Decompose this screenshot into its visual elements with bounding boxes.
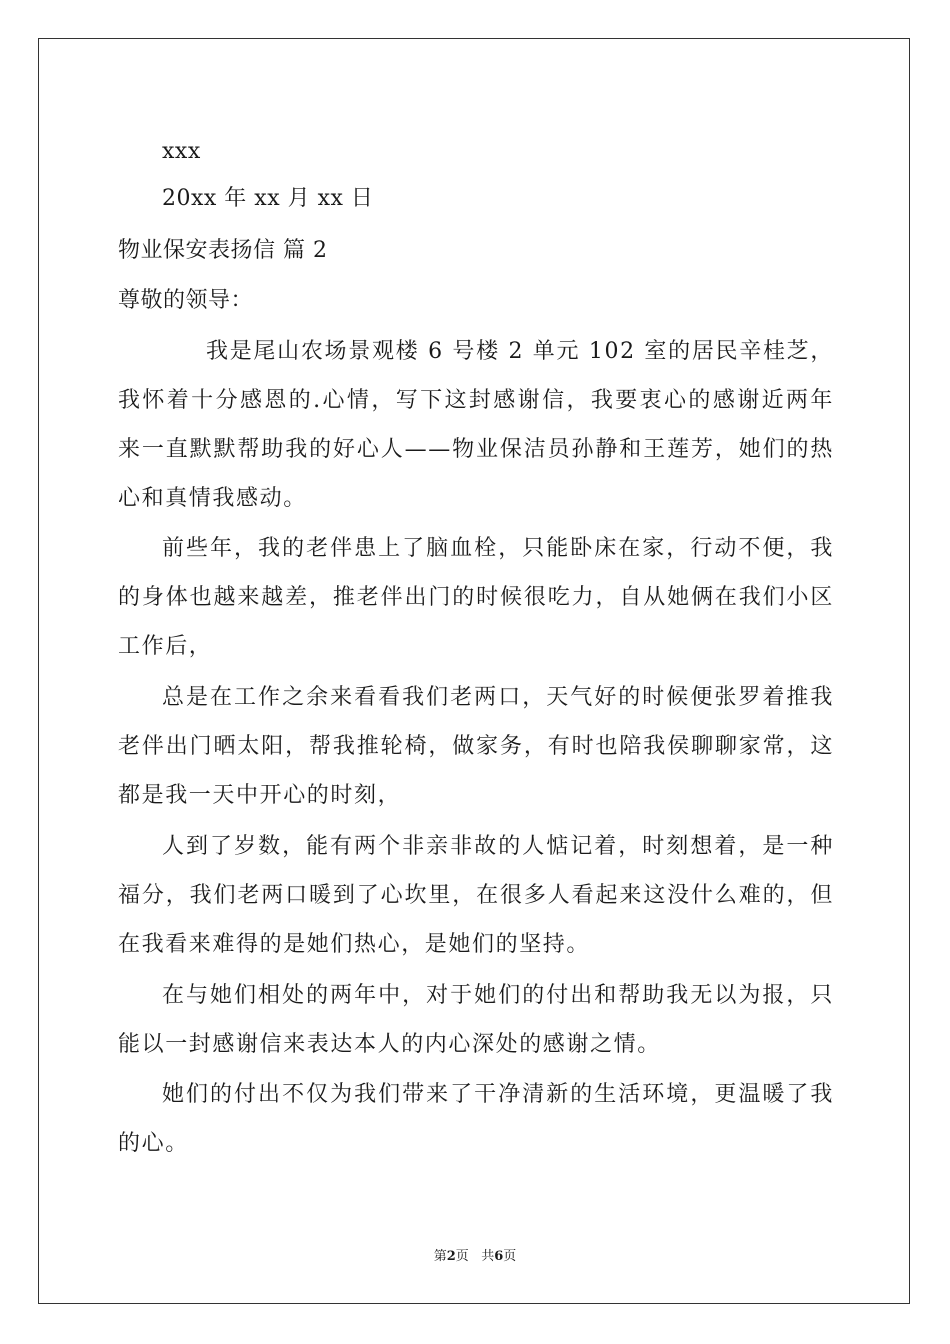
body-paragraph-4: 人到了岁数，能有两个非亲非故的人惦记着，时刻想着，是一种福分，我们老两口暖到了心坎里，在很多人看起来这没什么难的，但在我看来难得的是她们热心，是她们的坚持。 xyxy=(118,834,834,957)
total-page-count: 6 xyxy=(494,1249,504,1264)
section-heading: 物业保安表扬信 篇 2 xyxy=(118,238,328,263)
footer-mid: 页 共 xyxy=(455,1249,495,1264)
letter-date: 20xx 年 xx 月 xx 日 xyxy=(162,186,374,211)
current-page-number: 2 xyxy=(446,1249,456,1264)
body-paragraph-6: 她们的付出不仅为我们带来了干净清新的生活环境，更温暖了我的心。 xyxy=(118,1082,834,1156)
salutation: 尊敬的领导： xyxy=(118,288,254,313)
page-number-footer xyxy=(0,1248,950,1266)
body-paragraph-1: 我是尾山农场景观楼 6 号楼 2 单元 102 室的居民辛桂芝，我怀着十分感恩的.心情，写下这封感谢信，我要衷心的感谢近两年来一直默默帮助我的好心人——物业保洁员孙静和王莲芳，她们的热心和真情我感动。 xyxy=(118,339,834,511)
body-paragraph-3: 总是在工作之余来看看我们老两口，天气好的时候便张罗着推我老伴出门晒太阳，帮我推轮椅，做家务，有时也陪我侯聊聊家常，这都是我一天中开心的时刻， xyxy=(118,685,834,808)
footer-prefix: 第 xyxy=(433,1249,447,1264)
footer-suffix: 页 xyxy=(503,1249,517,1264)
body-paragraph-2: 前些年，我的老伴患上了脑血栓，只能卧床在家，行动不便，我的身体也越来越差，推老伴出门的时候很吃力，自从她俩在我们小区工作后， xyxy=(118,536,834,659)
signature: xxx xyxy=(162,139,201,164)
body-paragraph-5: 在与她们相处的两年中，对于她们的付出和帮助我无以为报，只能以一封感谢信来表达本人的内心深处的感谢之情。 xyxy=(118,983,834,1057)
